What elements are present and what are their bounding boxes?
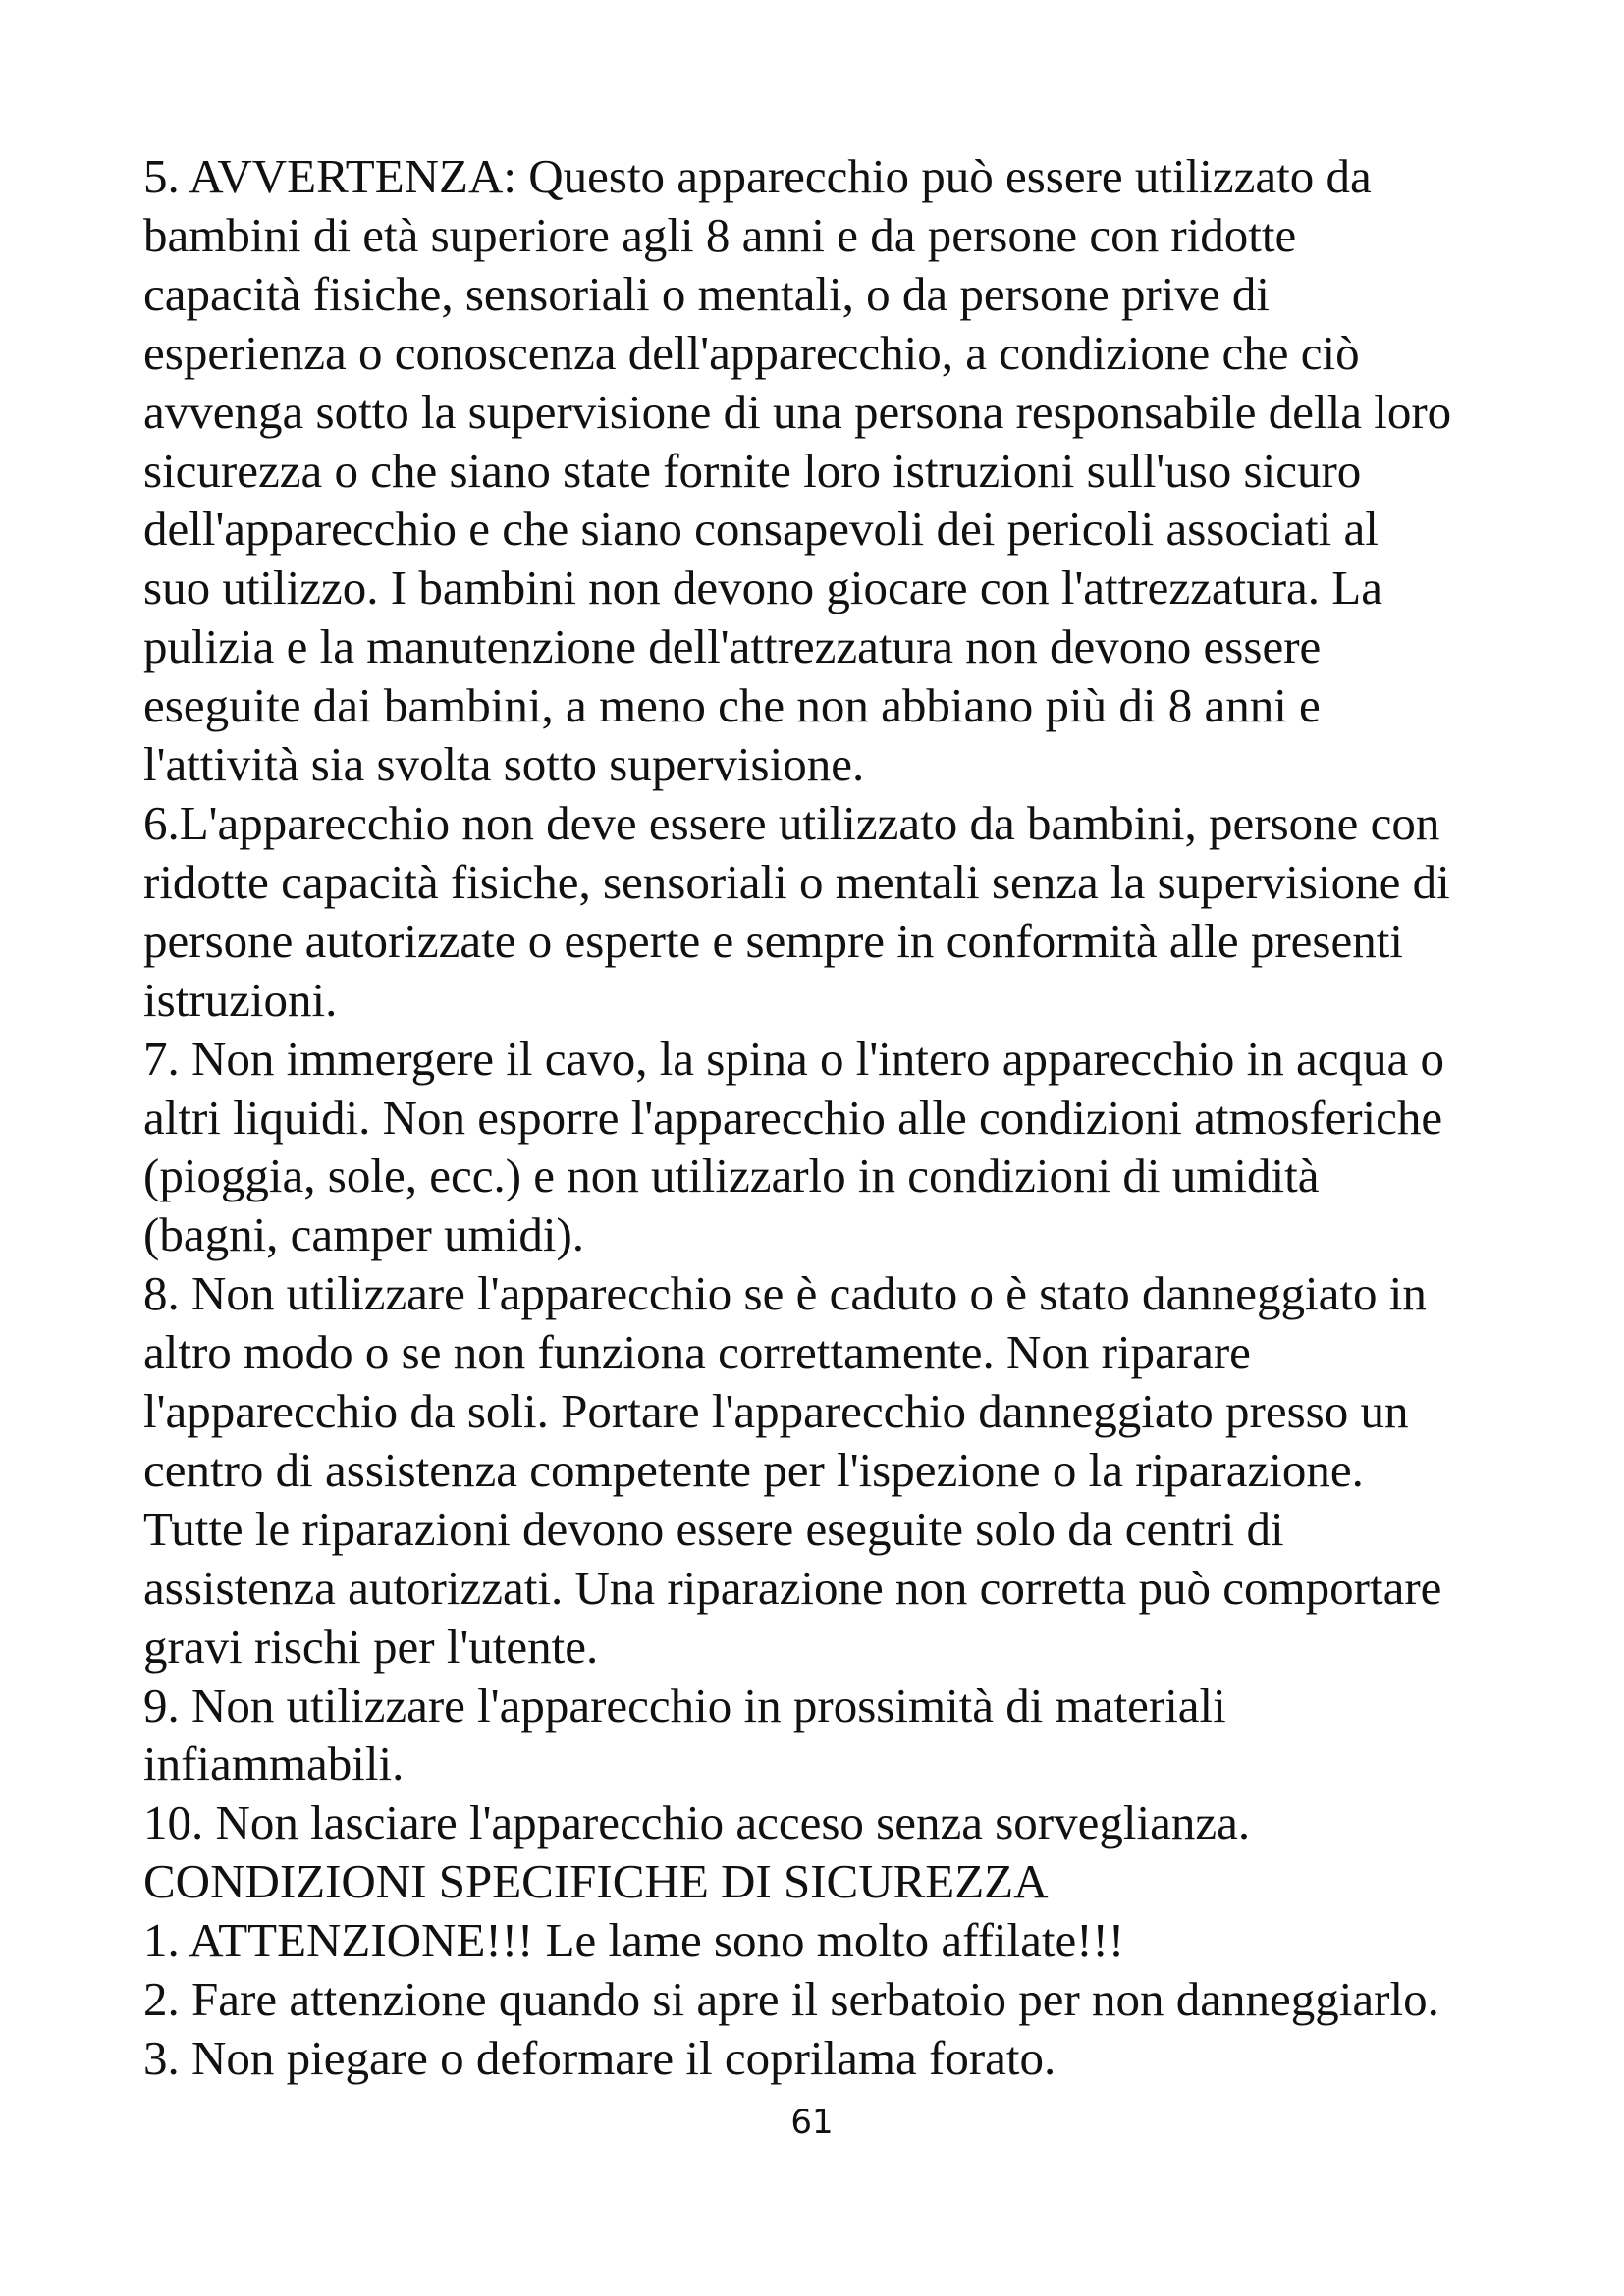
- text-line: (pioggia, sole, ecc.) e non utilizzarlo in condizioni di umidità: [143, 1148, 1320, 1203]
- text-line: (bagni, camper umidi).: [143, 1207, 585, 1262]
- text-line: 10. Non lasciare l'apparecchio acceso senza sorveglianza.: [143, 1795, 1251, 1850]
- text-line: Tutte le riparazioni devono essere eseguite solo da centri di: [143, 1501, 1284, 1556]
- text-line: sicurezza o che siano state fornite loro istruzioni sull'uso sicuro: [143, 443, 1362, 498]
- text-line: 9. Non utilizzare l'apparecchio in prossimità di materiali: [143, 1678, 1226, 1733]
- safety-instructions-text: [143, 147, 1547, 2088]
- text-line: 2. Fare attenzione quando si apre il serbatoio per non danneggiarlo.: [143, 1972, 1439, 2027]
- text-line: 3. Non piegare o deformare il coprilama forato.: [143, 2031, 1056, 2085]
- text-line: altro modo o se non funziona correttamente. Non riparare: [143, 1325, 1251, 1380]
- text-line: persone autorizzate o esperte e sempre in conformità alle presenti: [143, 913, 1403, 968]
- section-heading: CONDIZIONI SPECIFICHE DI SICUREZZA: [143, 1854, 1049, 1909]
- text-line: 6.L'apparecchio non deve essere utilizzato da bambini, persone con: [143, 795, 1440, 850]
- text-line: avvenga sotto la supervisione di una persona responsabile della loro: [143, 384, 1452, 439]
- text-line: l'apparecchio da soli. Portare l'apparecchio danneggiato presso un: [143, 1384, 1409, 1439]
- text-line: 5. AVVERTENZA: Questo apparecchio può essere utilizzato da: [143, 149, 1372, 203]
- text-line: altri liquidi. Non esporre l'apparecchio alle condizioni atmosferiche: [143, 1090, 1443, 1145]
- page-number: 61: [790, 2103, 834, 2142]
- text-line: gravi rischi per l'utente.: [143, 1619, 599, 1674]
- text-line: ridotte capacità fisiche, sensoriali o mentali senza la supervisione di: [143, 854, 1450, 909]
- text-line: 1. ATTENZIONE!!! Le lame sono molto affilate!!!: [143, 1913, 1125, 1968]
- text-line: esperienza o conoscenza dell'apparecchio, a condizione che ciò: [143, 325, 1360, 380]
- text-line: dell'apparecchio e che siano consapevoli dei pericoli associati al: [143, 502, 1379, 557]
- text-line: 8. Non utilizzare l'apparecchio se è caduto o è stato danneggiato in: [143, 1266, 1427, 1321]
- text-line: assistenza autorizzati. Una riparazione non corretta può comportare: [143, 1560, 1442, 1615]
- text-line: centro di assistenza competente per l'ispezione o la riparazione.: [143, 1442, 1364, 1497]
- text-line: 7. Non immergere il cavo, la spina o l'intero apparecchio in acqua o: [143, 1031, 1445, 1086]
- text-line: istruzioni.: [143, 972, 338, 1027]
- text-line: capacità fisiche, sensoriali o mentali, o da persone prive di: [143, 266, 1271, 321]
- text-line: bambini di età superiore agli 8 anni e da persone con ridotte: [143, 207, 1297, 262]
- text-line: suo utilizzo. I bambini non devono giocare con l'attrezzatura. La: [143, 561, 1382, 615]
- text-line: infiammabili.: [143, 1736, 405, 1791]
- text-line: pulizia e la manutenzione dell'attrezzatura non devono essere: [143, 619, 1322, 674]
- text-line: eseguite dai bambini, a meno che non abbiano più di 8 anni e: [143, 678, 1321, 733]
- text-line: l'attività sia svolta sotto supervisione.: [143, 737, 865, 792]
